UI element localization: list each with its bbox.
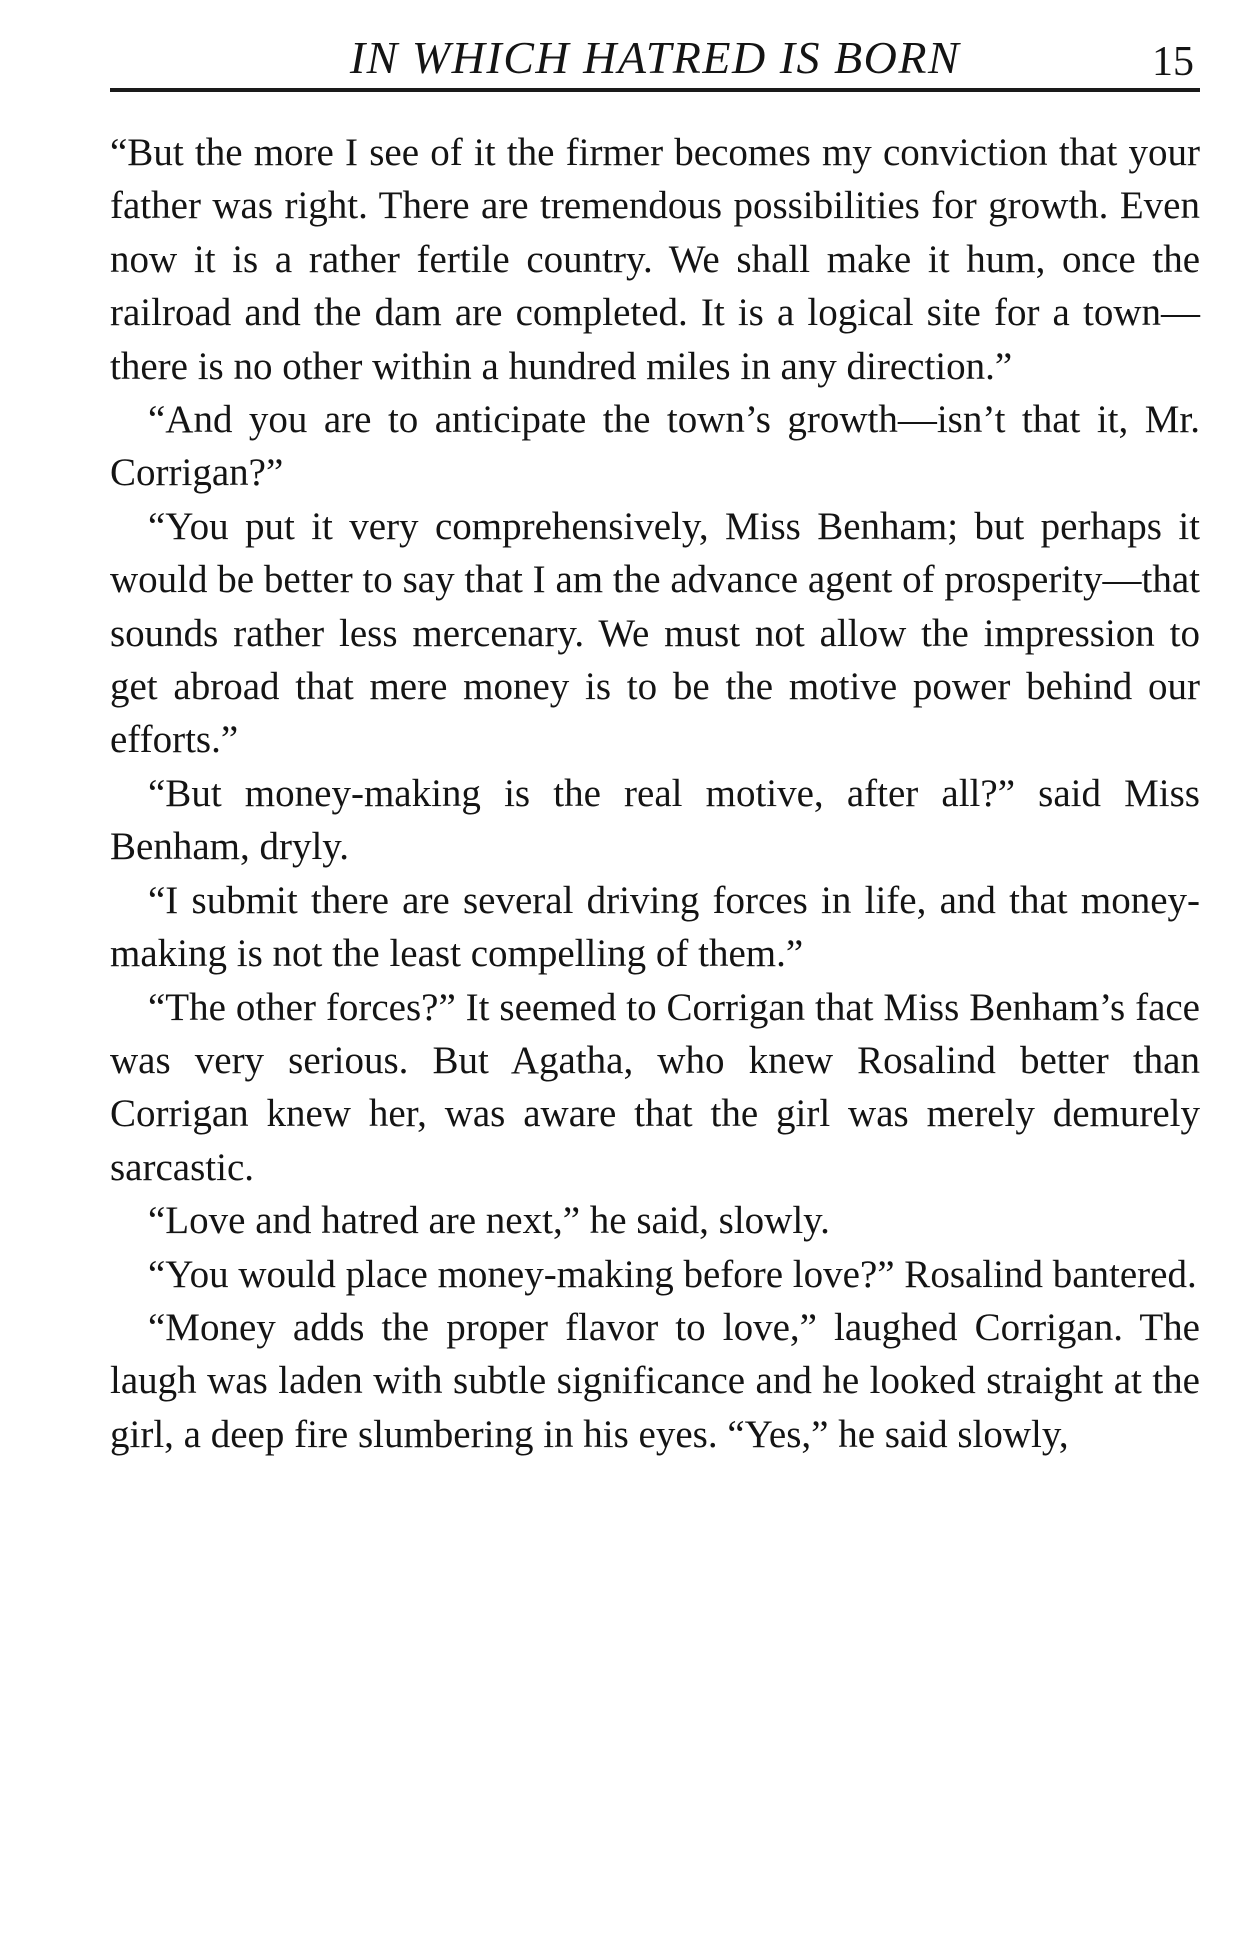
paragraph: “Love and hatred are next,” he said, slowly.: [148, 1199, 830, 1243]
chapter-running-title: IN WHICH HATRED IS BORN: [349, 32, 961, 83]
paragraph: “And you are to anticipate the town’s growth—isn’t that it, Mr. Corrigan?”: [110, 398, 1200, 495]
paragraph: “Money adds the proper flavor to love,” laughed Corrigan. The laugh was laden with subtle significance and he looked straight at the girl, a deep fire slumbering in his eyes. “Yes,” he said slowly,: [110, 1305, 1200, 1456]
body-text: [110, 126, 1200, 1461]
paragraph: “You would place money-making before love?” Rosalind bantered.: [148, 1252, 1197, 1296]
paragraph: “You put it very comprehensively, Miss Benham; but perhaps it would be better to say that I am the advance agent of prosperity—that sounds rather less mercenary. We must not allow the impression to get abroad that mere money is to be the motive power behind our efforts.”: [110, 504, 1200, 762]
paragraph: “But the more I see of it the firmer becomes my conviction that your father was right. There are tremendous possibilities for growth. Even now it is a rather fertile country. We shall make it hum, once the railroad and the dam are completed. It is a logical site for a town—there is no other within a hundred miles in any direction.”: [110, 131, 1200, 388]
page-number: 15: [1152, 39, 1194, 85]
paragraph: “I submit there are several driving forces in life, and that money-making is not the least compelling of them.”: [110, 878, 1200, 976]
paragraph: “But money-making is the real motive, after all?” said Miss Benham, dryly.: [110, 771, 1200, 869]
paragraph: “The other forces?” It seemed to Corrigan that Miss Benham’s face was very serious. But Agatha, who knew Rosalind better than Corrigan knew her, was aware that the girl was merely demurely sarcastic.: [110, 985, 1200, 1189]
running-header: [110, 30, 1200, 92]
book-page: [110, 30, 1200, 1910]
